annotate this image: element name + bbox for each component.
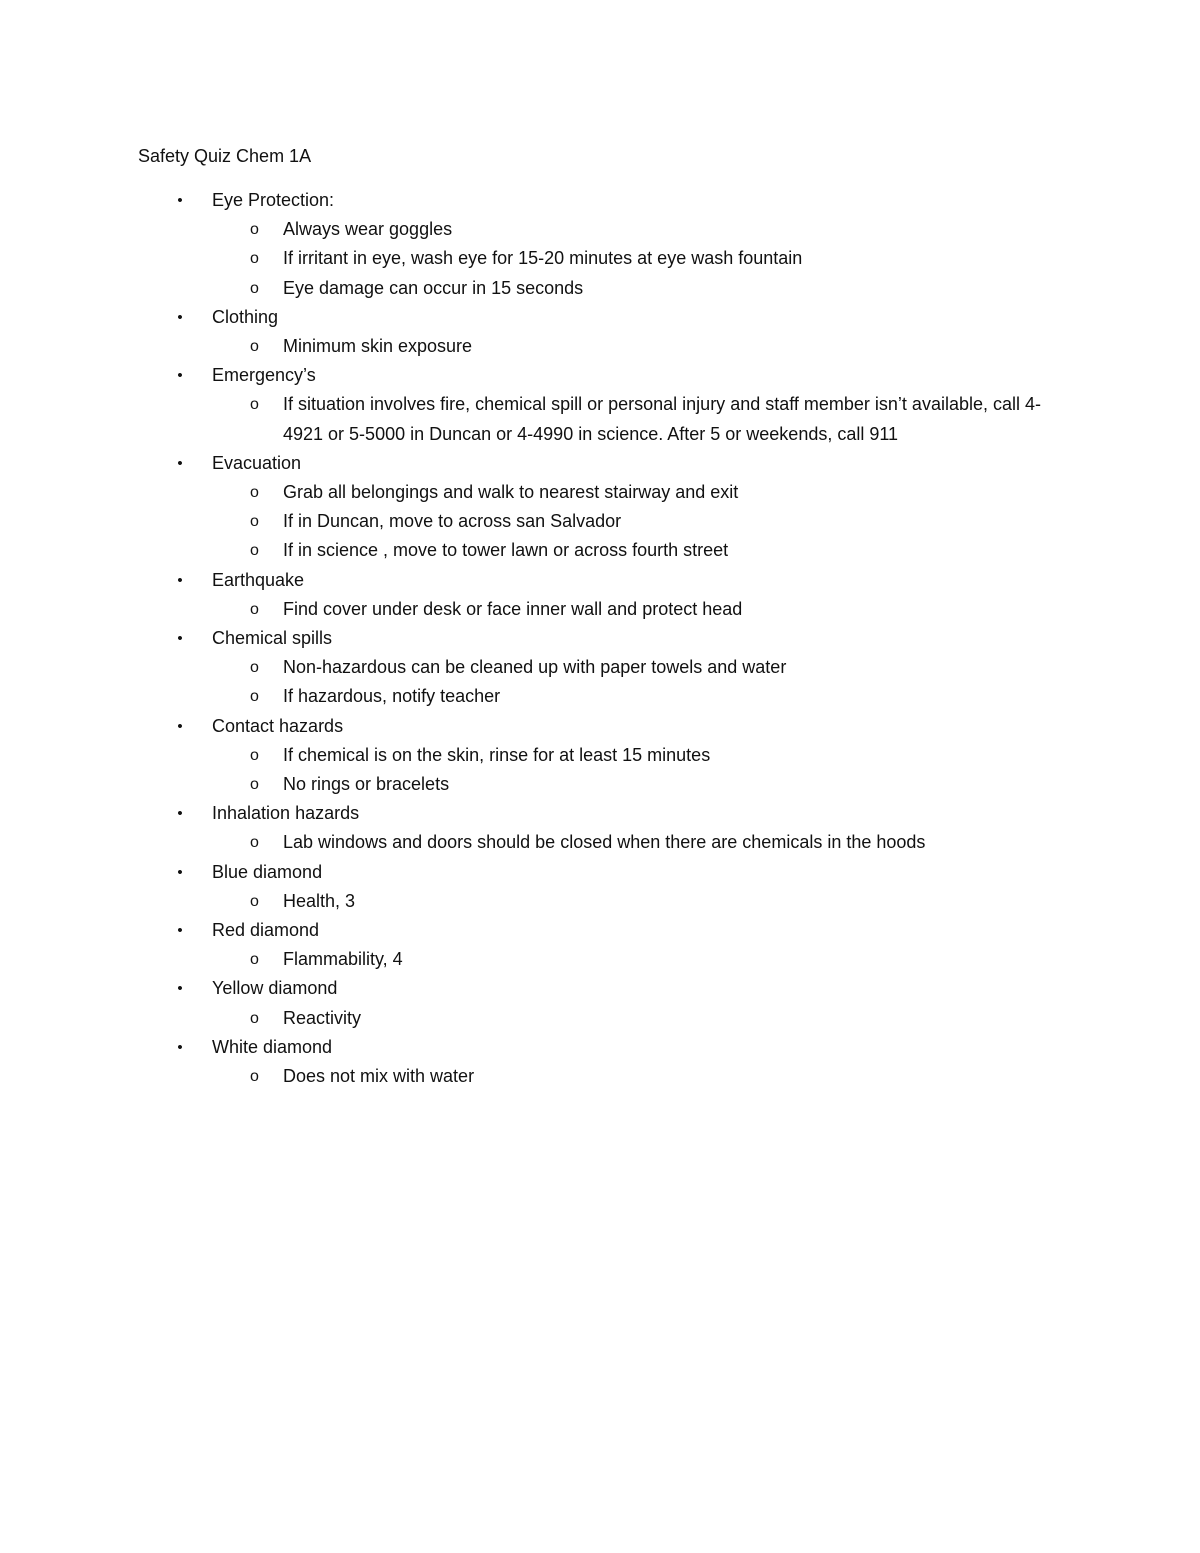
sub-item-text: Always wear goggles xyxy=(283,219,453,240)
topic-red-diamond xyxy=(0,916,1200,974)
bullet-icon: • xyxy=(177,308,183,326)
sub-item-text: If in science , move to tower lawn or across fourth street xyxy=(283,540,729,561)
topic-heading: Earthquake xyxy=(212,569,305,590)
circle-marker-icon: o xyxy=(250,892,259,910)
document-title: Safety Quiz Chem 1A xyxy=(138,146,312,166)
sub-item xyxy=(0,595,1200,624)
circle-marker-icon: o xyxy=(250,542,259,560)
sub-item-text: If irritant in eye, wash eye for 15-20 minutes at eye wash fountain xyxy=(283,248,803,269)
sub-item-text: If hazardous, notify teacher xyxy=(283,686,501,707)
bullet-icon: • xyxy=(177,454,183,472)
topic-inhalation-hazards xyxy=(0,799,1200,857)
topic-heading: Blue diamond xyxy=(212,861,323,882)
topic-heading: Emergency’s xyxy=(212,365,316,386)
circle-marker-icon: o xyxy=(250,221,259,239)
sub-item xyxy=(0,653,1200,682)
sub-item-text: No rings or bracelets xyxy=(283,773,450,794)
circle-marker-icon: o xyxy=(250,834,259,852)
topic-blue-diamond xyxy=(0,858,1200,916)
sub-item-text: Flammability, 4 xyxy=(283,949,403,970)
bullet-icon: • xyxy=(177,367,183,385)
bullet-icon: • xyxy=(177,1038,183,1056)
bullet-icon: • xyxy=(177,717,183,735)
sub-item xyxy=(0,215,1200,244)
sub-item xyxy=(0,741,1200,770)
topic-heading: Contact hazards xyxy=(212,715,344,736)
topic-contact-hazards xyxy=(0,712,1200,800)
topic-heading: Clothing xyxy=(212,306,279,327)
sub-item-text: Does not mix with water xyxy=(283,1065,475,1086)
circle-marker-icon: o xyxy=(250,951,259,969)
circle-marker-icon: o xyxy=(250,250,259,268)
safety-outline xyxy=(0,186,1200,1091)
circle-marker-icon: o xyxy=(250,775,259,793)
sub-item xyxy=(0,945,1200,974)
circle-marker-icon: o xyxy=(250,1067,259,1085)
sub-item-text: Reactivity xyxy=(283,1007,362,1028)
topic-emergencies xyxy=(0,361,1200,449)
sub-item-text: If situation involves fire, chemical spill or personal injury and staff member isn’t available, call 4-4921 or 5-5000 in Duncan or 4-4990 in science. After 5 or weekends, call 911 xyxy=(283,394,1042,444)
topic-heading: Eye Protection: xyxy=(212,190,335,210)
topic-eye-protection xyxy=(0,186,1200,303)
circle-marker-icon: o xyxy=(250,279,259,297)
sub-item xyxy=(0,478,1200,507)
sub-item-text: If chemical is on the skin, rinse for at least 15 minutes xyxy=(283,744,711,765)
sub-item-text: Minimum skin exposure xyxy=(283,335,473,356)
bullet-icon: • xyxy=(177,805,183,823)
topic-heading: Chemical spills xyxy=(212,627,333,648)
sub-item xyxy=(0,887,1200,916)
topic-clothing xyxy=(0,303,1200,361)
sub-item-text: Grab all belongings and walk to nearest stairway and exit xyxy=(283,481,739,502)
topic-earthquake xyxy=(0,566,1200,624)
bullet-icon: • xyxy=(177,571,183,589)
bullet-icon: • xyxy=(177,863,183,881)
sub-item xyxy=(0,536,1200,565)
sub-item xyxy=(0,390,1200,448)
circle-marker-icon: o xyxy=(250,746,259,764)
topic-yellow-diamond xyxy=(0,974,1200,1032)
sub-item xyxy=(0,828,1200,857)
circle-marker-icon: o xyxy=(250,600,259,618)
circle-marker-icon: o xyxy=(250,659,259,677)
sub-item-text: Non-hazardous can be cleaned up with paper towels and water xyxy=(283,657,787,678)
topic-heading: Evacuation xyxy=(212,452,302,473)
circle-marker-icon: o xyxy=(250,396,259,414)
sub-item xyxy=(0,244,1200,273)
topic-heading: Inhalation hazards xyxy=(212,803,360,824)
bullet-icon: • xyxy=(177,192,183,209)
sub-item xyxy=(0,1004,1200,1033)
sub-item xyxy=(0,274,1200,303)
circle-marker-icon: o xyxy=(250,337,259,355)
topic-evacuation xyxy=(0,449,1200,566)
sub-item xyxy=(0,507,1200,536)
circle-marker-icon: o xyxy=(250,688,259,706)
sub-item-text: Health, 3 xyxy=(283,890,356,911)
topic-white-diamond xyxy=(0,1033,1200,1091)
bullet-icon: • xyxy=(177,980,183,998)
sub-item xyxy=(0,332,1200,361)
circle-marker-icon: o xyxy=(250,1009,259,1027)
sub-item xyxy=(0,682,1200,711)
topic-heading: Yellow diamond xyxy=(212,978,338,999)
bullet-icon: • xyxy=(177,629,183,647)
bullet-icon: • xyxy=(177,921,183,939)
circle-marker-icon: o xyxy=(250,513,259,531)
sub-item-text: Find cover under desk or face inner wall and protect head xyxy=(283,598,743,619)
sub-item-text: If in Duncan, move to across san Salvador xyxy=(283,511,622,532)
sub-item-text: Eye damage can occur in 15 seconds xyxy=(283,277,584,298)
topic-chemical-spills xyxy=(0,624,1200,712)
topic-heading: White diamond xyxy=(212,1036,333,1057)
topic-heading: Red diamond xyxy=(212,919,320,940)
circle-marker-icon: o xyxy=(250,483,259,501)
sub-item-text: Lab windows and doors should be closed when there are chemicals in the hoods xyxy=(283,832,926,853)
sub-item xyxy=(0,770,1200,799)
sub-item xyxy=(0,1062,1200,1091)
